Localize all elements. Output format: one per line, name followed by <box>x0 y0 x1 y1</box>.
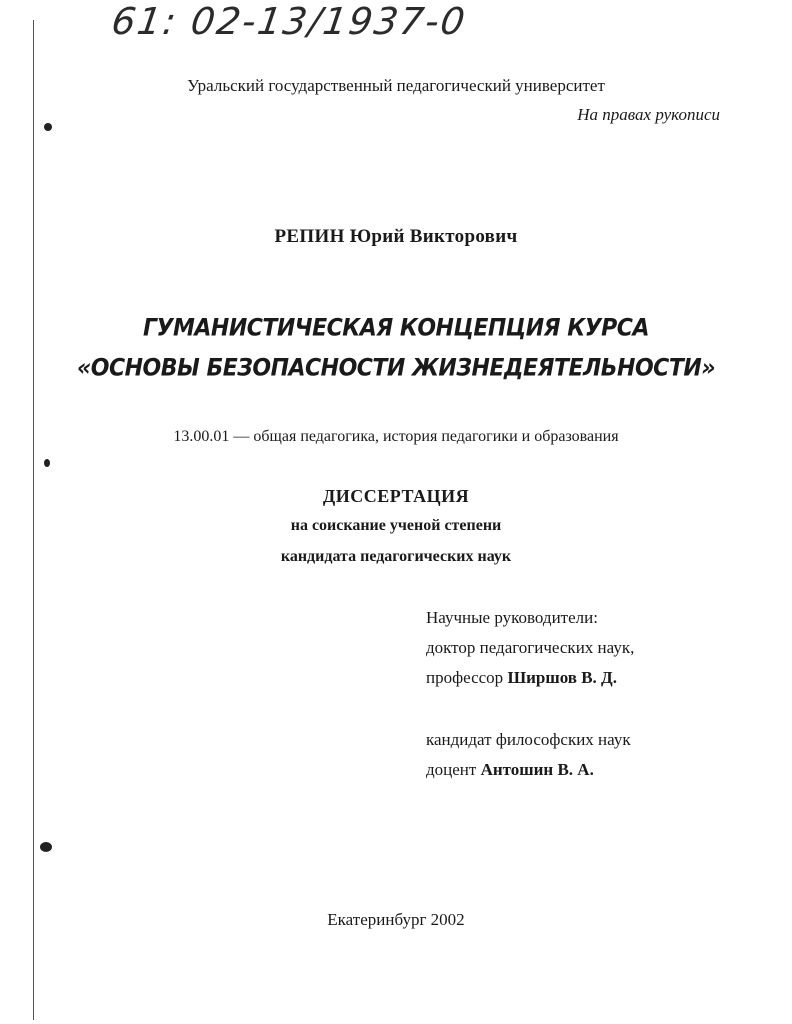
supervisor-1-degree: доктор педагогических наук, <box>426 638 635 657</box>
degree-line-2: кандидата педагогических наук <box>280 548 512 565</box>
supervisor-1-position: профессор <box>426 668 504 687</box>
handwritten-catalog-number: 61: 02-13/1937-0 <box>108 0 470 43</box>
supervisor-2-line <box>426 760 594 780</box>
degree-line-1: на соискание ученой степени <box>290 517 502 534</box>
supervisor-2-degree: кандидат философских наук <box>426 730 631 749</box>
scan-margin-dot <box>44 459 50 467</box>
city-year: Екатеринбург 2002 <box>327 910 465 929</box>
document-type: ДИССЕРТАЦИЯ <box>322 486 470 506</box>
rights-note: На правах рукописи <box>577 105 720 124</box>
dissertation-title-line-1: ГУМАНИСТИЧЕСКАЯ КОНЦЕПЦИЯ КУРСА <box>143 315 649 342</box>
supervisor-2-name: Антошин В. А. <box>480 760 594 779</box>
supervisor-1-name: Ширшов В. Д. <box>507 668 617 687</box>
author-name: РЕПИН Юрий Викторович <box>274 226 518 247</box>
dissertation-title-line-2: «ОСНОВЫ БЕЗОПАСНОСТИ ЖИЗНЕДЕЯТЕЛЬНОСТИ» <box>76 355 716 382</box>
supervisors-heading: Научные руководители: <box>426 608 598 627</box>
supervisor-2-position: доцент <box>426 760 477 779</box>
specialty-code: 13.00.01 — общая педагогика, история педагогики и образования <box>173 428 619 445</box>
university-name: Уральский государственный педагогический университет <box>187 76 605 95</box>
scan-margin-dot <box>44 123 52 131</box>
supervisor-1-line <box>426 668 617 688</box>
scan-margin-dot <box>40 842 52 852</box>
